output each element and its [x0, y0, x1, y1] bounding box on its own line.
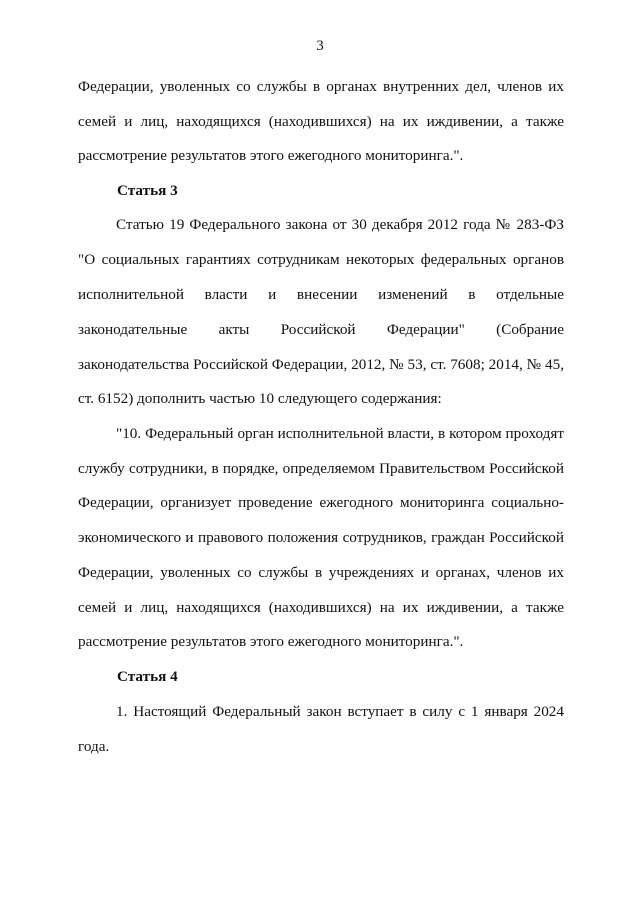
text-line: службу сотрудники, в порядке, определяемом Правительством Российской [78, 460, 564, 477]
text-line: законодательства Российской Федерации, 2012, № 53, ст. 7608; 2014, № 45, [78, 356, 564, 373]
text-line: ст. 6152) дополнить частью 10 следующего содержания: [78, 390, 442, 407]
text-line: рассмотрение результатов этого ежегодного мониторинга.". [78, 633, 464, 650]
text-line: "О социальных гарантиях сотрудникам некоторых федеральных органов [78, 251, 564, 268]
text-line: Федерации, уволенных со службы в учреждениях и органах, членов их [78, 564, 564, 581]
text-line: семей и лиц, находящихся (находившихся) на их иждивении, а также [78, 113, 564, 130]
article-heading: Статья 4 [117, 668, 178, 685]
text-line: 1. Настоящий Федеральный закон вступает в силу с 1 января 2024 [116, 703, 564, 720]
text-line: Федерации, уволенных со службы в органах внутренних дел, членов их [78, 78, 564, 95]
text-line: экономического и правового положения сотрудников, граждан Российской [78, 529, 564, 546]
text-line: года. [78, 738, 110, 755]
article-heading: Статья 3 [117, 182, 178, 199]
text-line: исполнительной власти и внесении изменений в отдельные [78, 286, 564, 303]
text-line: "10. Федеральный орган исполнительной власти, в котором проходят [116, 425, 564, 442]
text-line: рассмотрение результатов этого ежегодного мониторинга.". [78, 147, 464, 164]
text-line: семей и лиц, находящихся (находившихся) на их иждивении, а также [78, 599, 564, 616]
text-line: Статью 19 Федерального закона от 30 декабря 2012 года № 283-ФЗ [116, 216, 564, 233]
text-line: законодательные акты Российской Федерации" (Собрание [78, 321, 564, 338]
text-line: Федерации, организует проведение ежегодного мониторинга социально- [78, 494, 564, 511]
page-number: 3 [316, 38, 324, 54]
